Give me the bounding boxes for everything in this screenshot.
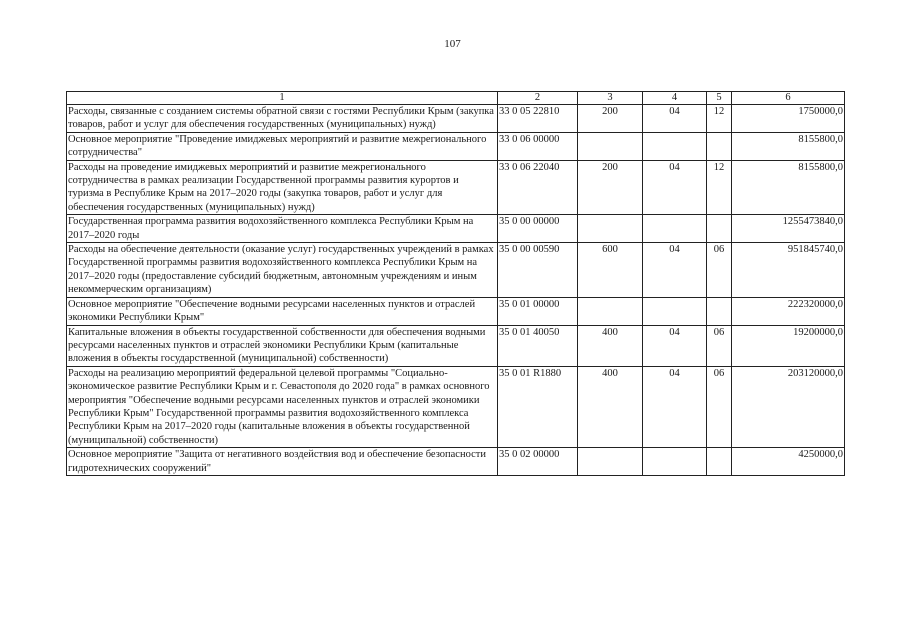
row-amount: 8155800,0 bbox=[732, 160, 845, 215]
row-section: 04 bbox=[643, 325, 707, 366]
row-expense-type: 400 bbox=[578, 325, 643, 366]
row-amount: 203120000,0 bbox=[732, 366, 845, 447]
row-name: Расходы на проведение имиджевых мероприятий и развитие межрегионального сотрудничества в рамках реализации Государственной программы развития курортов и туризма в Республике Крым на 2017–2020 годы (закупка товаров, работ и услуг для обеспечения государственных (муниципальных) нужд) bbox=[67, 160, 498, 215]
table-row bbox=[67, 105, 845, 133]
row-expense-type bbox=[578, 297, 643, 325]
row-expense-type: 200 bbox=[578, 160, 643, 215]
row-section: 04 bbox=[643, 366, 707, 447]
row-target-code: 35 0 00 00000 bbox=[498, 215, 578, 243]
row-expense-type bbox=[578, 215, 643, 243]
row-target-code: 35 0 01 00000 bbox=[498, 297, 578, 325]
row-target-code: 35 0 00 00590 bbox=[498, 243, 578, 298]
column-header-6: 6 bbox=[732, 92, 845, 105]
row-amount: 951845740,0 bbox=[732, 243, 845, 298]
budget-table bbox=[66, 91, 845, 476]
row-amount: 19200000,0 bbox=[732, 325, 845, 366]
row-target-code: 33 0 05 22810 bbox=[498, 105, 578, 133]
row-amount: 1255473840,0 bbox=[732, 215, 845, 243]
row-expense-type: 200 bbox=[578, 105, 643, 133]
table-row bbox=[67, 448, 845, 476]
row-name: Основное мероприятие "Защита от негативного воздействия вод и обеспечение безопасности гидротехнических сооружений" bbox=[67, 448, 498, 476]
row-name: Расходы, связанные с созданием системы обратной связи с гостями Республики Крым (закупка товаров, работ и услуг для обеспечения государственных (муниципальных) нужд) bbox=[67, 105, 498, 133]
row-amount: 8155800,0 bbox=[732, 132, 845, 160]
row-section: 04 bbox=[643, 105, 707, 133]
row-section: 04 bbox=[643, 243, 707, 298]
row-section bbox=[643, 448, 707, 476]
column-header-3: 3 bbox=[578, 92, 643, 105]
row-section: 04 bbox=[643, 160, 707, 215]
row-target-code: 35 0 01 R1880 bbox=[498, 366, 578, 447]
table-row bbox=[67, 366, 845, 447]
row-target-code: 33 0 06 00000 bbox=[498, 132, 578, 160]
row-target-code: 35 0 02 00000 bbox=[498, 448, 578, 476]
row-name: Расходы на реализацию мероприятий федеральной целевой программы "Социально-экономическое развитие Республики Крым и г. Севастополя до 2020 года" в рамках основного мероприятия "Обеспечение водными ресурсами населенных пунктов и отраслей экономики Республики Крым" Государственной программы развития водохозяйственного комплекса Республики Крым на 2017–2020 годы (капитальные вложения в объекты государственной (муниципальной) собственности) bbox=[67, 366, 498, 447]
table-row bbox=[67, 132, 845, 160]
table-row bbox=[67, 160, 845, 215]
row-subsection bbox=[707, 448, 732, 476]
row-subsection bbox=[707, 215, 732, 243]
row-section bbox=[643, 215, 707, 243]
row-subsection bbox=[707, 132, 732, 160]
row-name: Расходы на обеспечение деятельности (оказание услуг) государственных учреждений в рамках Государственной программы развития водохозяйственного комплекса Республики Крым на 2017–2020 годы (предоставление субсидий бюджетным, автономным учреждениям и иным некоммерческим организациям) bbox=[67, 243, 498, 298]
row-amount: 222320000,0 bbox=[732, 297, 845, 325]
row-expense-type: 400 bbox=[578, 366, 643, 447]
row-subsection: 12 bbox=[707, 105, 732, 133]
table-header-row bbox=[67, 92, 845, 105]
table-row bbox=[67, 215, 845, 243]
row-subsection bbox=[707, 297, 732, 325]
row-expense-type bbox=[578, 132, 643, 160]
row-target-code: 33 0 06 22040 bbox=[498, 160, 578, 215]
column-header-1: 1 bbox=[67, 92, 498, 105]
page-number: 107 bbox=[444, 38, 461, 50]
row-amount: 1750000,0 bbox=[732, 105, 845, 133]
table-row bbox=[67, 243, 845, 298]
row-name: Основное мероприятие "Проведение имиджевых мероприятий и развитие межрегионального сотрудничества" bbox=[67, 132, 498, 160]
column-header-4: 4 bbox=[643, 92, 707, 105]
row-subsection: 06 bbox=[707, 366, 732, 447]
row-expense-type: 600 bbox=[578, 243, 643, 298]
table-row bbox=[67, 297, 845, 325]
row-section bbox=[643, 132, 707, 160]
row-name: Государственная программа развития водохозяйственного комплекса Республики Крым на 2017–2020 годы bbox=[67, 215, 498, 243]
row-name: Капитальные вложения в объекты государственной собственности для обеспечения водными ресурсами населенных пунктов и отраслей экономики Республики Крым (капитальные вложения в объекты государственной (муниципальной) собственности) bbox=[67, 325, 498, 366]
row-target-code: 35 0 01 40050 bbox=[498, 325, 578, 366]
row-subsection: 06 bbox=[707, 325, 732, 366]
column-header-2: 2 bbox=[498, 92, 578, 105]
row-subsection: 06 bbox=[707, 243, 732, 298]
row-section bbox=[643, 297, 707, 325]
row-amount: 4250000,0 bbox=[732, 448, 845, 476]
row-expense-type bbox=[578, 448, 643, 476]
column-header-5: 5 bbox=[707, 92, 732, 105]
row-subsection: 12 bbox=[707, 160, 732, 215]
row-name: Основное мероприятие "Обеспечение водными ресурсами населенных пунктов и отраслей экономики Республики Крым" bbox=[67, 297, 498, 325]
table-row bbox=[67, 325, 845, 366]
